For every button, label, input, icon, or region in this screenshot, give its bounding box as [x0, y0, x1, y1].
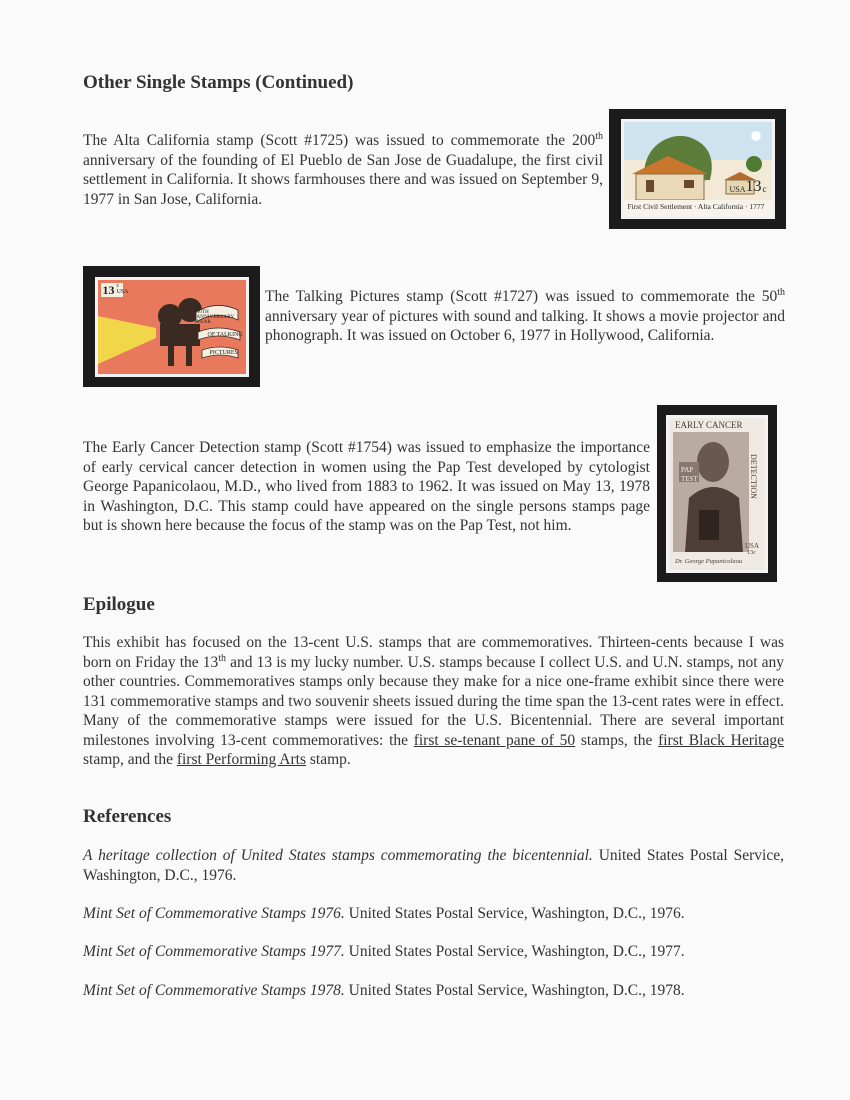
reference-details: United States Postal Service, Washington, D.C., 1977. — [344, 943, 685, 960]
reference-title: Mint Set of Commemorative Stamps 1978. — [83, 982, 345, 999]
talking-stamp-banner-1: 50TH ANNIVERSARY YEAR — [196, 309, 235, 325]
reference-title: Mint Set of Commemorative Stamps 1976. — [83, 905, 345, 922]
talking-pictures-paragraph — [265, 287, 785, 346]
cancer-stamp-side-label: DETECTION — [748, 453, 758, 499]
heading-references: References — [83, 806, 172, 827]
alta-stamp-cent: c — [762, 184, 767, 194]
reference-item — [83, 981, 784, 1001]
talking-stamp-denomination: 13 — [102, 282, 115, 297]
epilogue-text-3: stamps, the — [575, 731, 659, 749]
reference-item — [83, 904, 784, 924]
early-cancer-stamp — [669, 418, 765, 570]
talking-text-b: anniversary year of pictures with sound and talking. It shows a movie projector and phonograph. It was issued on October 6, 1977 in Hollywood, California. — [265, 307, 785, 344]
cancer-stamp-signature: Dr. George Papanicolaou — [675, 557, 743, 565]
cancer-stamp-top-label: EARLY CANCER — [675, 419, 743, 430]
heading-epilogue: Epilogue — [83, 594, 155, 615]
talking-sup: th — [777, 287, 785, 298]
heading-other-single-stamps: Other Single Stamps (Continued) — [83, 72, 354, 93]
alta-sup: th — [595, 131, 603, 142]
talking-pictures-stamp — [98, 280, 246, 374]
link-first-performing-arts[interactable]: first Performing Arts — [176, 751, 306, 768]
alta-california-stamp-frame — [609, 109, 786, 229]
reference-details: United States Postal Service, Washington, D.C., 1976. — [83, 847, 784, 884]
reference-item — [83, 846, 784, 885]
alta-text-a: The Alta California stamp (Scott #1725) was issued to commemorate the 200 — [83, 132, 596, 149]
early-cancer-paragraph: The Early Cancer Detection stamp (Scott #1754) was issued to emphasize the importance of early cervical cancer detection in women using the Pap Test developed by cytologist George Papanicolaou, M.D., who lived from 1883 to 1962. It was issued on May 13, 1978 in Washington, D.C. This stamp could have appeared on the single persons stamps page but is shown here because the focus of the stamp was on the Pap Test, not him. — [83, 439, 650, 534]
talking-stamp-usa: USA — [116, 288, 129, 295]
early-cancer-stamp-frame — [657, 405, 777, 582]
epilogue-text-5: stamp. — [306, 751, 351, 768]
reference-details: United States Postal Service, Washington, D.C., 1978. — [344, 982, 685, 999]
epilogue-paragraph — [83, 633, 784, 770]
alta-text-b: anniversary of the founding of El Pueblo de San Jose de Guadalupe, the first civil settlement in California. It shows farmhouses there and was issued on September 9, 1977 in San Jose, California. — [83, 151, 603, 208]
link-first-se-tenant-pane[interactable]: first se-tenant pane of 50 — [413, 731, 576, 749]
reference-details: United States Postal Service, Washington, D.C., 1976. — [344, 905, 685, 922]
epilogue-text-4: stamp, and the — [83, 751, 177, 768]
cancer-stamp-test: TEST — [681, 474, 698, 483]
cancer-stamp-usa: USA — [745, 541, 760, 550]
reference-title: A heritage collection of United States stamps commemorating the bicentennial. — [83, 847, 593, 864]
alta-stamp-denomination: 13 — [745, 178, 762, 195]
link-first-black-heritage[interactable]: first Black Heritage — [658, 731, 784, 749]
reference-title: Mint Set of Commemorative Stamps 1977. — [83, 943, 345, 960]
epilogue-sup: th — [218, 652, 227, 664]
talking-stamp-banner-3: PICTURES — [209, 349, 238, 356]
epilogue-text-1: This exhibit has focused on the 13-cent U.S. stamps that are commemoratives. Thirteen-cents because I was born on Friday the 13 — [83, 634, 784, 671]
reference-item — [83, 942, 784, 962]
epilogue-text-2: and 13 is my lucky number. U.S. stamps because I collect U.S. and U.N. stamps, not any other countries. Commemoratives stamps only because they make for a nice one-frame exhibit since there were 131 commemorative stamps and two souvenir sheets issued during the time span the 13-cent rates were in effect. Many of the commemorative stamps were issued for the U.S. Bicentennial. There are several important milestones involving 13-cent commemoratives: the — [83, 653, 784, 749]
alta-stamp-usa: USA — [729, 185, 746, 194]
alta-stamp-caption: First Civil Settlement · Alta California · 1777 — [627, 202, 765, 211]
talking-pictures-stamp-frame — [83, 266, 260, 387]
talking-stamp-banner-2: OF TALKING — [207, 331, 243, 338]
talking-text-a: The Talking Pictures stamp (Scott #1727) was issued to commemorate the 50 — [265, 288, 778, 305]
alta-california-stamp — [624, 122, 772, 216]
cancer-stamp-denomination: 13c — [747, 549, 756, 556]
alta-california-paragraph — [83, 131, 603, 209]
cancer-stamp-pap: PAP — [681, 465, 694, 474]
talking-stamp-cent: c — [116, 282, 120, 289]
